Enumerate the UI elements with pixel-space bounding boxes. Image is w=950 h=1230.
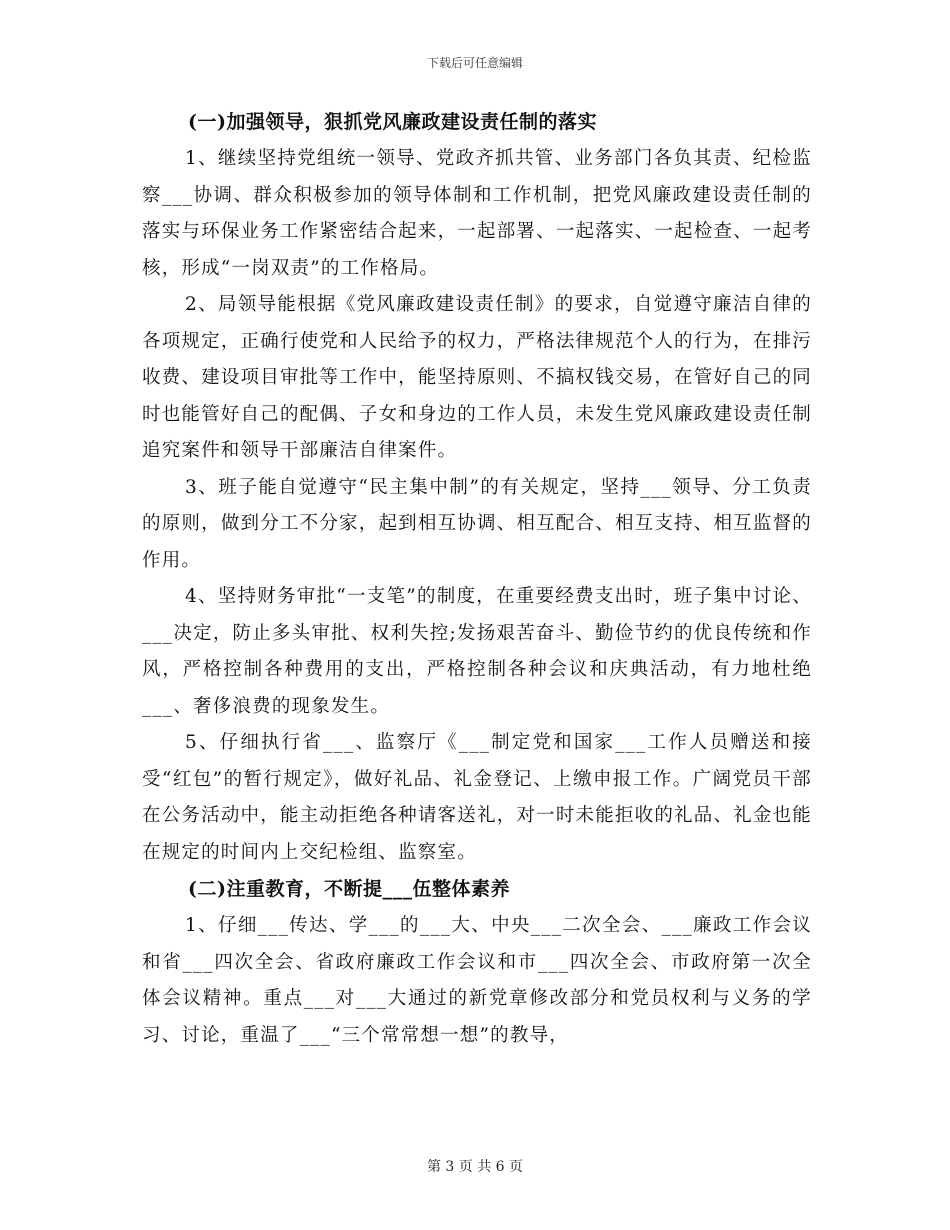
paragraph: 1、仔细___传达、学___的___大、中央___二次全会、___廉政工作会议和省___四次全会、省政府廉政工作会议和市___四次全会、市政府第一次全体会议精神。重点___对___大通过的新党章修改部分和党员权利与义务的学习、讨论，重温了___“三个常常想一想”的教导， bbox=[142, 915, 812, 1046]
paragraph: 5、仔细执行省___、监察厅《___制定党和国家___工作人员赠送和接受“红包”的暂行规定》，做好礼品、礼金登记、上缴申报工作。广阔党员干部在公务活动中，能主动拒绝各种请客送礼，对一时未能拒收的礼品、礼金也能在规定的时间内上交纪检组、监察室。 bbox=[142, 732, 812, 863]
paragraph: 3、班子能自觉遵守“民主集中制”的有关规定，坚持___领导、分工负责的原则，做到分工不分家，起到相互协调、相互配合、相互支持、相互监督的作用。 bbox=[142, 476, 812, 571]
paragraph: 2、局领导能根据《党风廉政建设责任制》的要求，自觉遵守廉洁自律的各项规定，正确行使党和人民给予的权力，严格法律规范个人的行为，在排污收费、建设项目审批等工作中，能坚持原则、不搞权钱交易，在管好自己的同时也能管好自己的配偶、子女和身边的工作人员，未发生党风廉政建设责任制追究案件和领导干部廉洁自律案件。 bbox=[142, 294, 812, 461]
section-heading-1: (一)加强领导，狠抓党风廉政建设责任制的落实 bbox=[188, 111, 597, 133]
section-heading-2: (二)注重教育，不断提___伍整体素养 bbox=[188, 878, 510, 900]
document-body bbox=[142, 104, 812, 1054]
paragraph: 1、继续坚持党组统一领导、党政齐抓共管、业务部门各负其责、纪检监察___协调、群众积极参加的领导体制和工作机制，把党风廉政建设责任制的落实与环保业务工作紧密结合起来，一起部署、一起落实、一起检查、一起考核，形成“一岗双责”的工作格局。 bbox=[142, 148, 812, 279]
paragraph: 4、坚持财务审批“一支笔”的制度，在重要经费支出时，班子集中讨论、___决定，防止多头审批、权利失控;发扬艰苦奋斗、勤俭节约的优良传统和作风，严格控制各种费用的支出，严格控制各种会议和庆典活动，有力地杜绝___、奢侈浪费的现象发生。 bbox=[142, 586, 812, 717]
page-header: 下载后可任意编辑 bbox=[426, 56, 523, 70]
page-footer: 第 3 页 共 6 页 bbox=[426, 1159, 524, 1175]
